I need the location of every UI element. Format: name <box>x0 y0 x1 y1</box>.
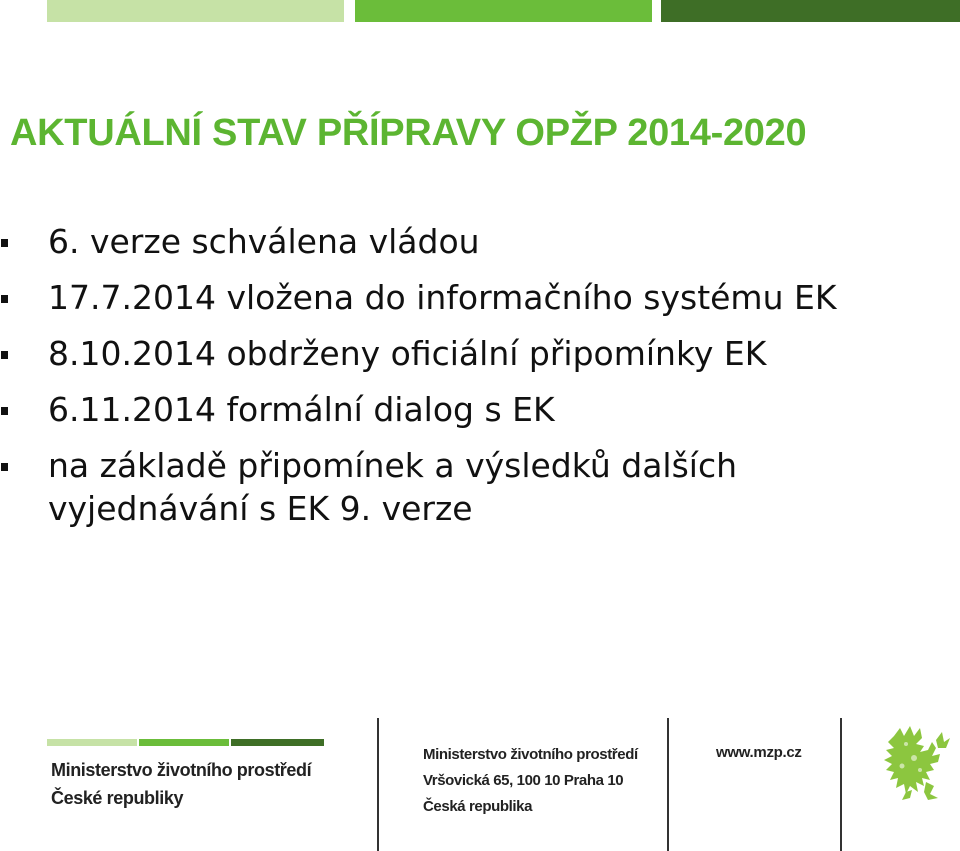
bullet-text: 17.7.2014 vložena do informačního systému EK <box>48 278 837 317</box>
footer-bar-dark <box>231 739 324 746</box>
top-accent-bars <box>0 0 960 24</box>
bullet-text-line1: na základě připomínek a výsledků dalších <box>48 446 738 485</box>
top-bar-light <box>47 0 344 22</box>
footer-address <box>423 742 638 820</box>
footer-divider <box>377 718 379 851</box>
bullet-text: 6. verze schválena vládou <box>48 222 480 261</box>
footer-bar-light <box>47 739 137 746</box>
footer-accent-bars <box>47 739 324 747</box>
footer-divider <box>667 718 669 851</box>
bullet-text-line2: vyjednávání s EK 9. verze <box>48 489 473 528</box>
footer-bar-mid <box>139 739 229 746</box>
square-bullet-icon <box>1 463 8 471</box>
footer <box>0 712 960 851</box>
slide-title: AKTUÁLNÍ STAV PŘÍPRAVY OPŽP 2014-2020 <box>10 112 807 154</box>
bullet-text: 8.10.2014 obdrženy oficiální připomínky EK <box>48 334 767 373</box>
footer-address-line1: Ministerstvo životního prostředí <box>423 746 638 763</box>
bullet-item <box>0 220 960 263</box>
bullet-item <box>0 388 960 431</box>
square-bullet-icon <box>1 407 8 415</box>
footer-address-line2: Vršovická 65, 100 10 Praha 10 <box>423 772 624 789</box>
footer-address-line3: Česká republika <box>423 798 533 815</box>
lion-logo-icon <box>876 724 956 804</box>
square-bullet-icon <box>1 239 8 247</box>
footer-organization <box>51 756 311 812</box>
bullet-item <box>0 276 960 319</box>
top-bar-dark <box>661 0 960 22</box>
top-bar-mid <box>355 0 652 22</box>
bullet-text: 6.11.2014 formální dialog s EK <box>48 390 555 429</box>
bullet-item <box>0 444 960 530</box>
footer-divider <box>840 718 842 851</box>
square-bullet-icon <box>1 351 8 359</box>
bullet-list <box>0 220 960 543</box>
footer-website-link[interactable]: www.mzp.cz <box>716 744 802 761</box>
footer-org-line1: Ministerstvo životního prostředí <box>51 760 312 780</box>
square-bullet-icon <box>1 295 8 303</box>
bullet-item <box>0 332 960 375</box>
footer-org-line2: České republiky <box>51 788 184 808</box>
